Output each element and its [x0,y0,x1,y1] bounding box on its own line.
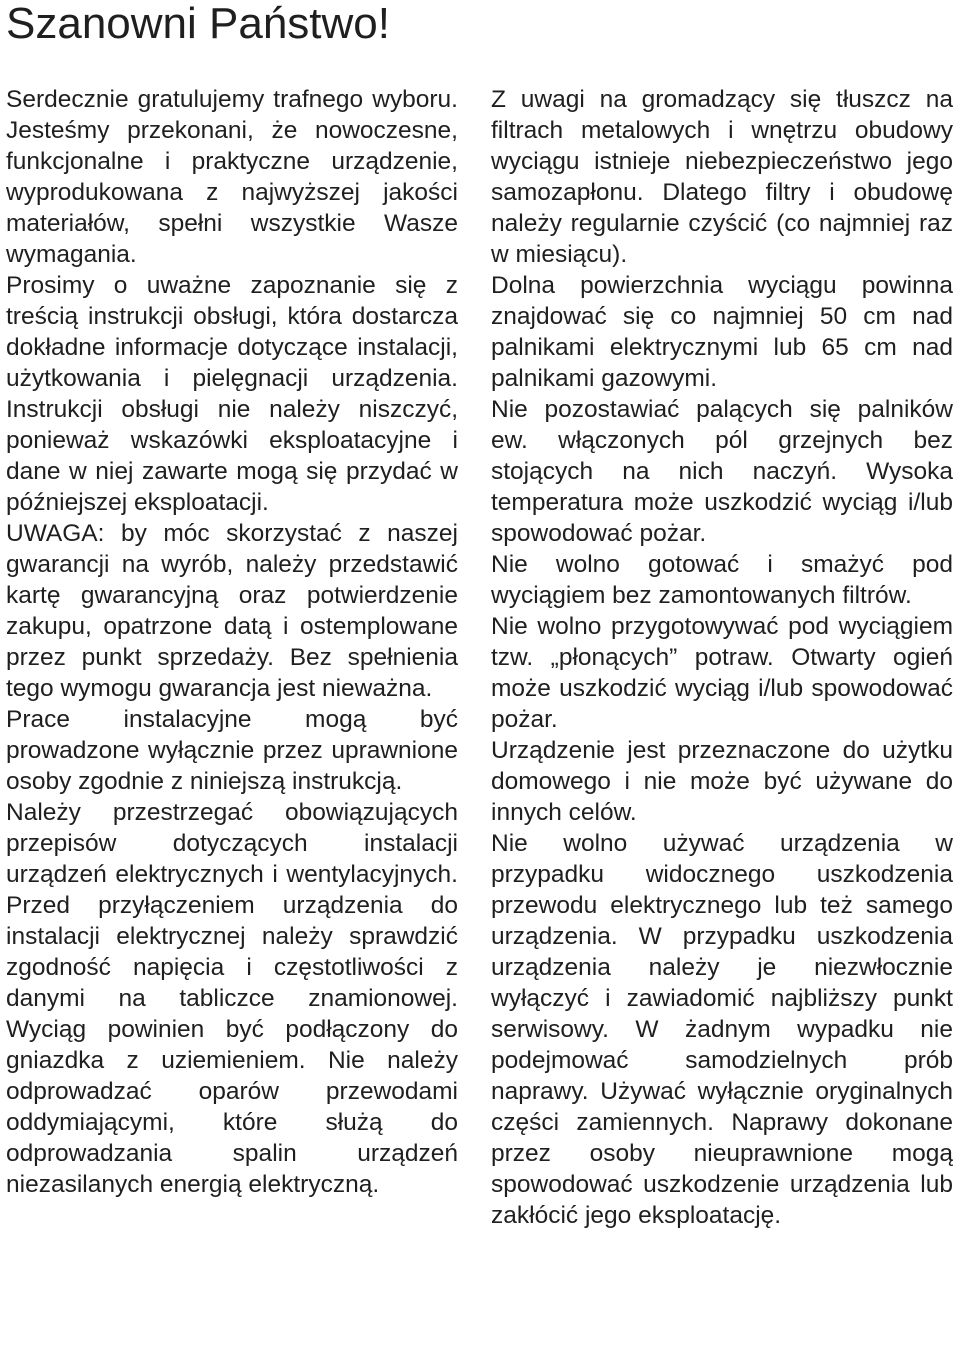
paragraph: Serdecznie gratulujemy trafnego wyboru. Jesteśmy przekonani, że nowoczesne, funkcjonalne i praktyczne urządzenie, wyprodukowana z najwyższej jakości materiałów, spełni wszystkie Wasze wymagania. [6,86,458,268]
paragraph: Prosimy o uważne zapoznanie się z treścią instrukcji obsługi, która dostarcza dokładne informacje dotyczące instalacji, użytkowania i pielęgnacji urządzenia. Instrukcji obsługi nie należy niszczyć, ponieważ wskazówki eksploatacyjne i dane w niej zawarte mogą się przydać w późniejszej eksploatacji. [6,272,458,516]
paragraph: Nie pozostawiać palących się palników ew. włączonych pól grzejnych bez stojących na nich naczyń. Wysoka temperatura może uszkodzić wyciąg i/lub spowodować pożar. [491,396,953,547]
paragraph: Z uwagi na gromadzący się tłuszcz na filtrach metalowych i wnętrzu obudowy wyciągu istnieje niebezpieczeństwo jego samozapłonu. Dlatego filtry i obudowę należy regularnie czyścić (co najmniej raz w miesiącu). [491,86,953,268]
paragraph: Prace instalacyjne mogą być prowadzone wyłącznie przez uprawnione osoby zgodnie z niniejszą instrukcją. [6,706,458,795]
paragraph: Nie wolno przygotowywać pod wyciągiem tzw. „płonących” potraw. Otwarty ogień może uszkodzić wyciąg i/lub spowodować pożar. [491,613,953,733]
paragraph: Urządzenie jest przeznaczone do użytku domowego i nie może być używane do innych celów. [491,737,953,826]
paragraph: Nie wolno gotować i smażyć pod wyciągiem bez zamontowanych filtrów. [491,551,953,609]
left-column [6,84,458,1200]
paragraph: Dolna powierzchnia wyciągu powinna znajdować się co najmniej 50 cm nad palnikami elektrycznymi lub 65 cm nad palnikami gazowymi. [491,272,953,392]
paragraph: UWAGA: by móc skorzystać z naszej gwarancji na wyrób, należy przedstawić kartę gwarancyjną oraz potwierdzenie zakupu, opatrzone datą i ostemplowane przez punkt sprzedaży. Bez spełnienia tego wymogu gwarancja jest nieważna. [6,520,458,702]
paragraph: Należy przestrzegać obowiązujących przepisów dotyczących instalacji urządzeń elektrycznych i wentylacyjnych. Przed przyłączeniem urządzenia do instalacji elektrycznej należy sprawdzić zgodność napięcia i częstotliwości z danymi na tabliczce znamionowej. Wyciąg powinien być podłączony do gniazdka z uziemieniem. Nie należy odprowadzać oparów przewodami oddymiającymi, które służą do odprowadzania spalin urządzeń niezasilanych energią elektryczną. [6,799,458,1198]
page-title: Szanowni Państwo! [6,0,390,48]
paragraph: Nie wolno używać urządzenia w przypadku widocznego uszkodzenia przewodu elektrycznego lub też samego urządzenia. W przypadku uszkodzenia urządzenia należy je niezwłocznie wyłączyć i zawiadomić najbliższy punkt serwisowy. W żadnym wypadku nie podejmować samodzielnych prób naprawy. Używać wyłącznie oryginalnych części zamiennych. Naprawy dokonane przez osoby nieuprawnione mogą spowodować uszkodzenie urządzenia lub zakłócić jego eksploatację. [491,830,953,1229]
right-column [491,84,953,1231]
